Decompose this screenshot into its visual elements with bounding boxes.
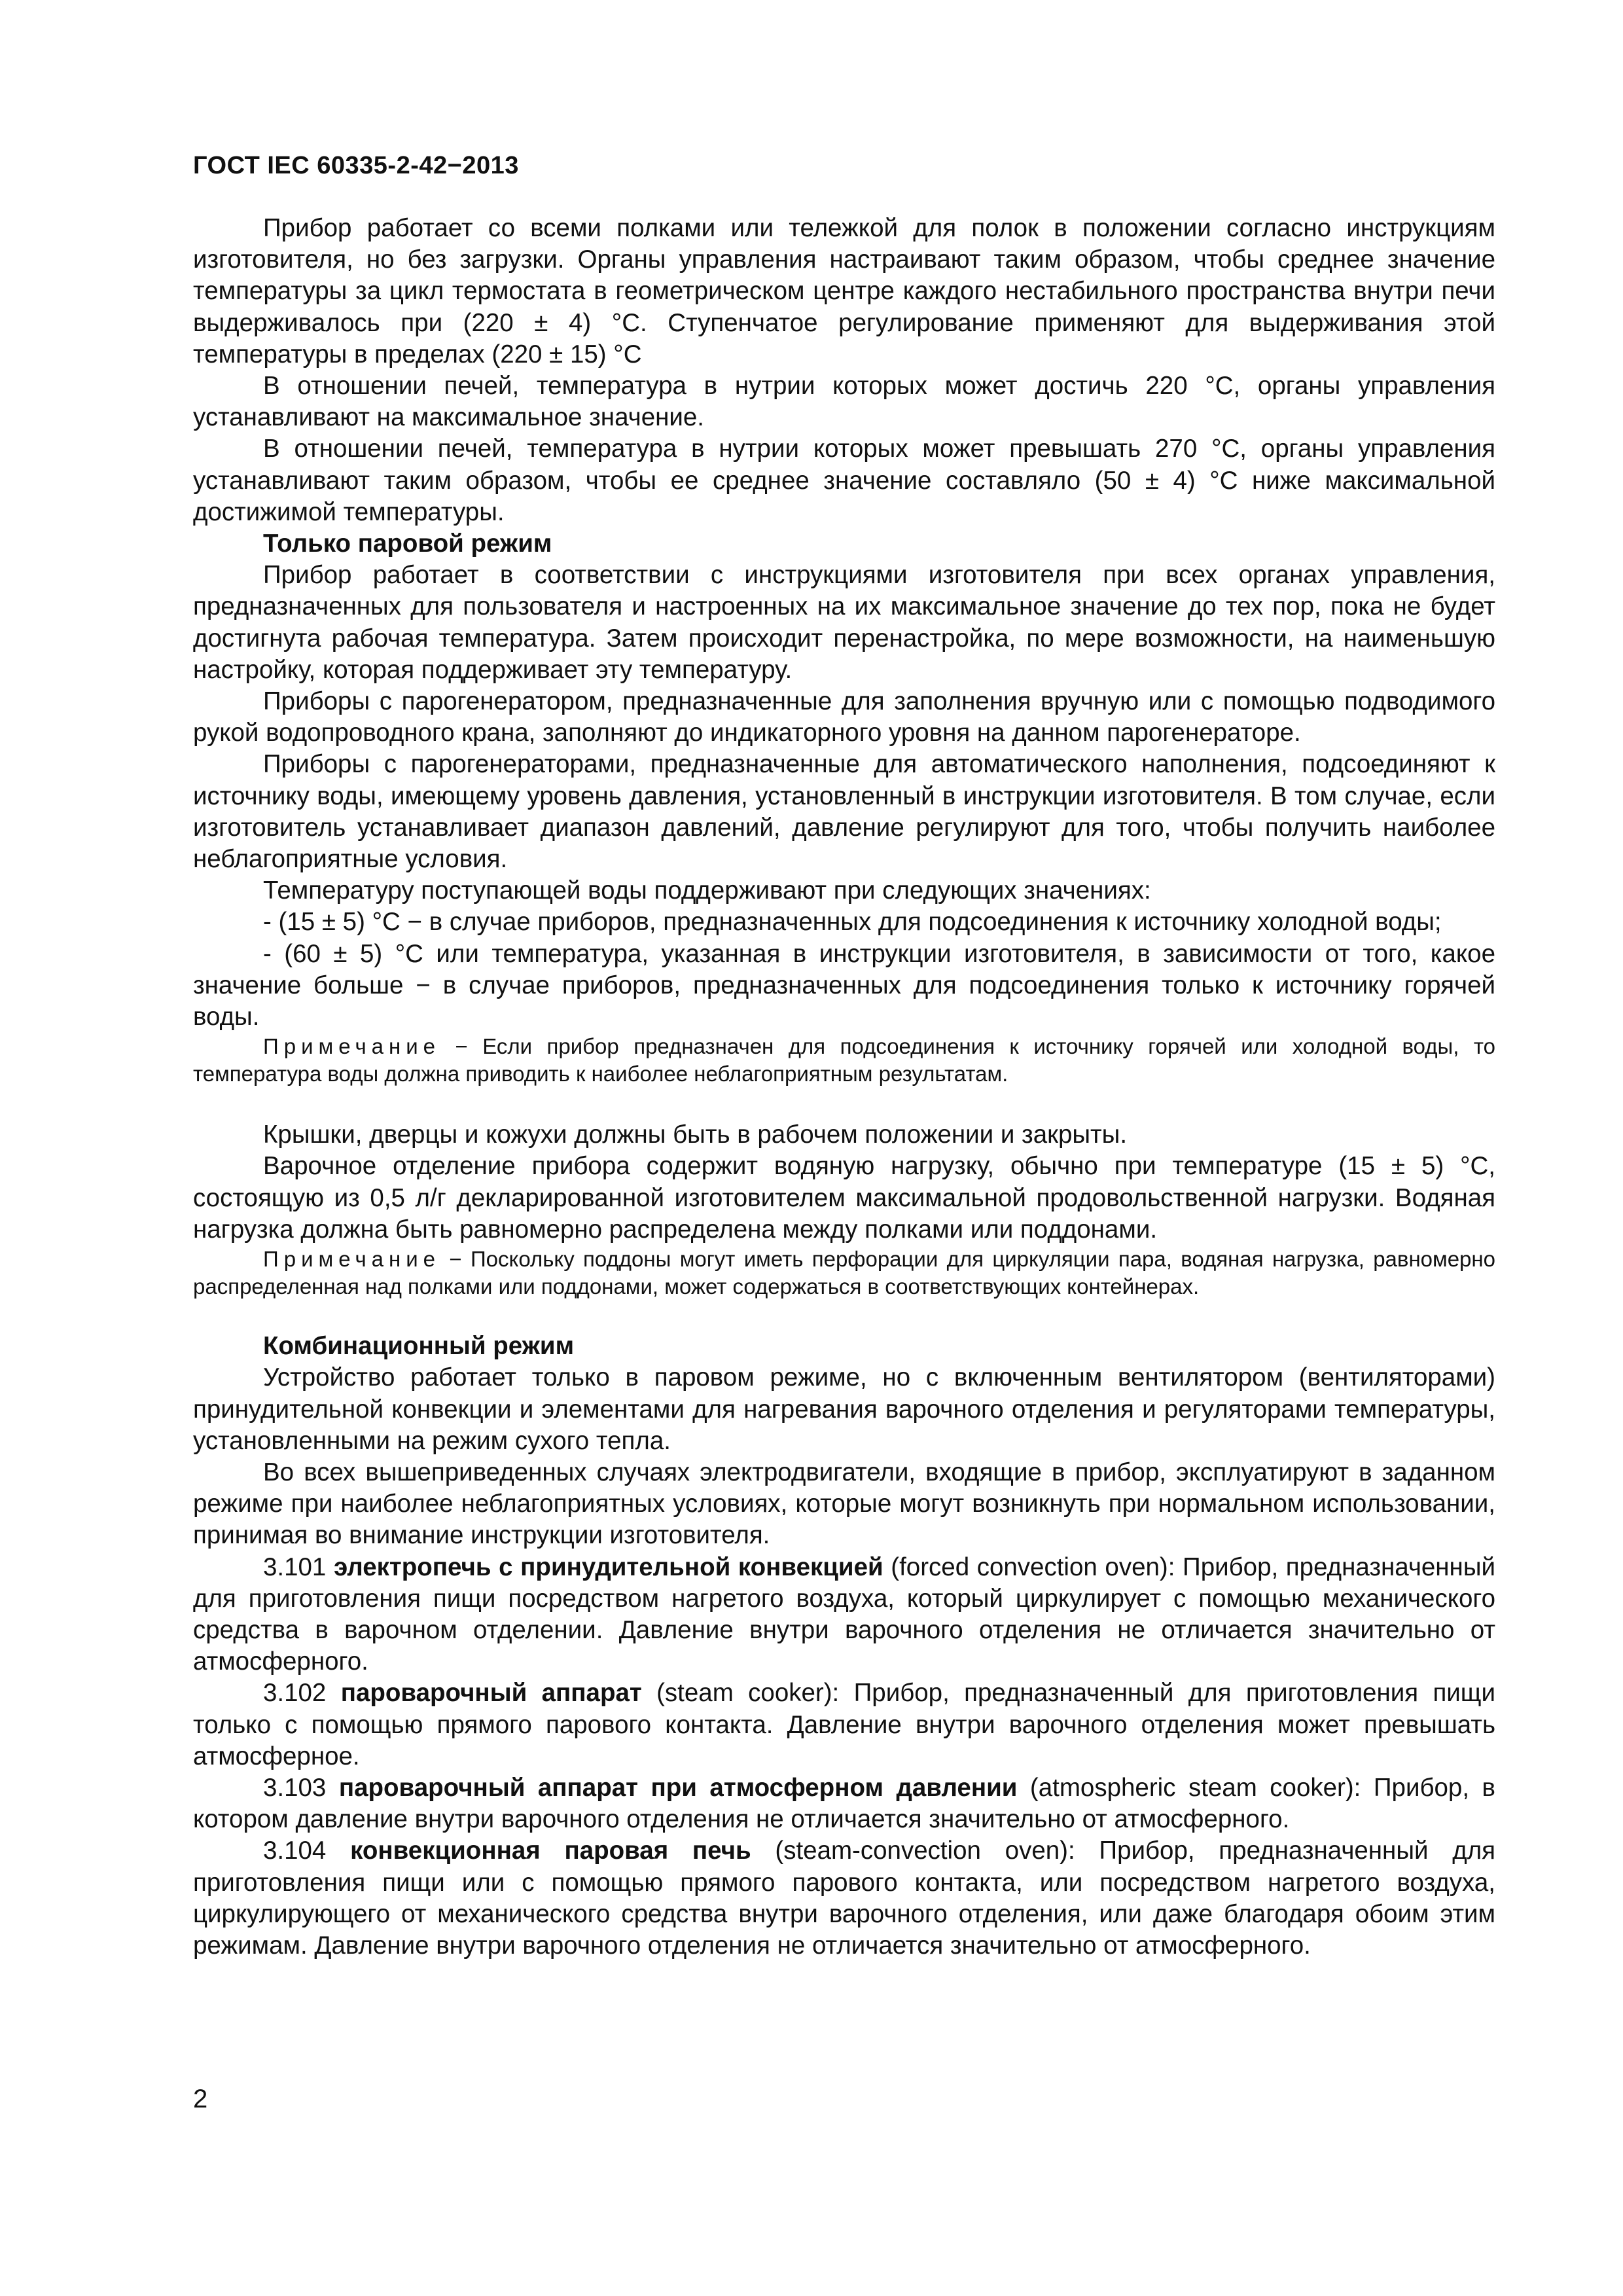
paragraph: В отношении печей, температура в нутрии которых может превышать 270 °С, органы управления устанавливают таким образом, чтобы ее среднее значение составляло (50 ± 4) °С ниже максимальной достижимой температуры.	[193, 435, 1495, 526]
section-heading-combination-mode: Комбинационный режим	[263, 1332, 575, 1361]
paragraph: Прибор работает в соответствии с инструкциями изготовителя при всех органах управления, предназначенных для пользователя и настроенных на их максимальное значение до тех пор, пока не будет достигнута рабочая температура. Затем происходит перенастройка, по мере возможности, на наименьшую настройку, которая поддерживает эту температуру.	[193, 561, 1495, 684]
note	[193, 1033, 1495, 1088]
definition-number: 3.102	[263, 1679, 341, 1708]
note-text: − Если прибор предназначен для подсоединения к источнику горячей или холодной воды, то температура воды должна приводить к наиболее неблагоприятным результатам.	[193, 1034, 1495, 1086]
document-body	[193, 213, 1495, 1962]
list-item: - (15 ± 5) °С − в случае приборов, предназначенных для подсоединения к источнику холодной воды;	[263, 908, 1442, 937]
paragraph: Варочное отделение прибора содержит водяную нагрузку, обычно при температуре (15 ± 5) °С, состоящую из 0,5 л/г декларированной изготовителем максимальной продовольственной нагрузки. Водяная нагрузка должна быть равномерно распределена между полками или поддонами.	[193, 1152, 1495, 1244]
definition-text: (steam-convection oven): Прибор, предназначенный для приготовления пищи или с помощью прямого парового контакта, или посредством нагретого воздуха, циркулирующего от механического средства внутри варочного отделения, или даже благодаря обоим этим режимам. Давление внутри варочного отделения не отличается значительно от атмосферного.	[193, 1837, 1496, 1960]
definition-term: конвекционная паровая печь	[350, 1837, 751, 1865]
spacer	[193, 1088, 1495, 1119]
note-label: Примечание	[263, 1247, 441, 1272]
note	[193, 1246, 1495, 1300]
page-number: 2	[193, 2085, 208, 2113]
standard-header: ГОСТ IEC 60335-2-42−2013	[193, 152, 519, 179]
paragraph: В отношении печей, температура в нутрии которых может достичь 220 °С, органы управления устанавливают на максимальное значение.	[193, 372, 1495, 432]
definition-3-104	[193, 1835, 1495, 1962]
section-heading-steam-mode: Только паровой режим	[263, 529, 552, 558]
paragraph: Во всех вышеприведенных случаях электродвигатели, входящие в прибор, эксплуатируют в заданном режиме при наиболее неблагоприятных условиях, которые могут возникнуть при нормальном использовании, принимая во внимание инструкции изготовителя.	[193, 1458, 1495, 1550]
paragraph: Устройство работает только в паровом режиме, но с включенным вентилятором (вентиляторами) принудительной конвекции и элементами для нагревания варочного отделения и регуляторами температуры, установленными на режим сухого тепла.	[193, 1363, 1495, 1455]
note-text: − Поскольку поддоны могут иметь перфорации для циркуляции пара, водяная нагрузка, равномерно распределенная над полками или поддонами, может содержаться в соответствующих контейнерах.	[193, 1247, 1495, 1299]
paragraph: Приборы с парогенератором, предназначенные для заполнения вручную или с помощью подводимого рукой водопроводного крана, заполняют до индикаторного уровня на данном парогенераторе.	[193, 687, 1495, 747]
definition-number: 3.101	[263, 1552, 334, 1581]
definition-term: пароварочный аппарат при атмосферном давлении	[338, 1773, 1018, 1802]
definition-term: электропечь с принудительной конвекцией	[333, 1552, 883, 1581]
list-item: - (60 ± 5) °С или температура, указанная в инструкции изготовителя, в зависимости от того, какое значение больше − в случае приборов, предназначенных для подсоединения только к источнику горячей воды.	[193, 939, 1495, 1031]
paragraph: Температуру поступающей воды поддерживают при следующих значениях:	[263, 876, 1151, 905]
paragraph: Приборы с парогенераторами, предназначенные для автоматического наполнения, подсоединяют к источнику воды, имеющему уровень давления, установленный в инструкции изготовителя. В том случае, если изготовитель устанавливает диапазон давлений, давление регулируют для того, чтобы получить наиболее неблагоприятные условия.	[193, 750, 1495, 874]
definition-text: (steam cooker): Прибор, предназначенный для приготовления пищи только с помощью прямого парового контакта. Давление внутри варочного отделения может превышать атмосферное.	[193, 1679, 1495, 1770]
note-label: Примечание	[263, 1034, 441, 1059]
definition-text: (forced convection oven): Прибор, предназначенный для приготовления пищи посредством нагретого воздуха, который циркулирует с помощью механического средства в варочном отделении. Давление внутри варочного отделения не отличается значительно от атмосферного.	[193, 1552, 1495, 1676]
definition-3-103	[193, 1772, 1495, 1835]
definition-number: 3.104	[263, 1837, 351, 1865]
definition-3-102	[193, 1677, 1495, 1772]
definition-term: пароварочный аппарат	[340, 1679, 642, 1708]
paragraph: Крышки, дверцы и кожухи должны быть в рабочем положении и закрыты.	[263, 1121, 1128, 1149]
spacer	[193, 1300, 1495, 1331]
definition-3-101	[193, 1552, 1495, 1678]
definition-number: 3.103	[263, 1773, 339, 1802]
paragraph: Прибор работает со всеми полками или тележкой для полок в положении согласно инструкциям изготовителя, но без загрузки. Органы управления настраивают таким образом, чтобы среднее значение температуры за цикл термостата в геометрическом центре каждого нестабильного пространства внутри печи выдерживалось при (220 ± 4) °С. Ступенчатое регулирование применяют для выдерживания этой температуры в пределах (220 ± 15) °С	[193, 214, 1495, 368]
definition-text: (atmospheric steam cooker): Прибор, в котором давление внутри варочного отделения не отличается значительно от атмосферного.	[193, 1773, 1495, 1834]
